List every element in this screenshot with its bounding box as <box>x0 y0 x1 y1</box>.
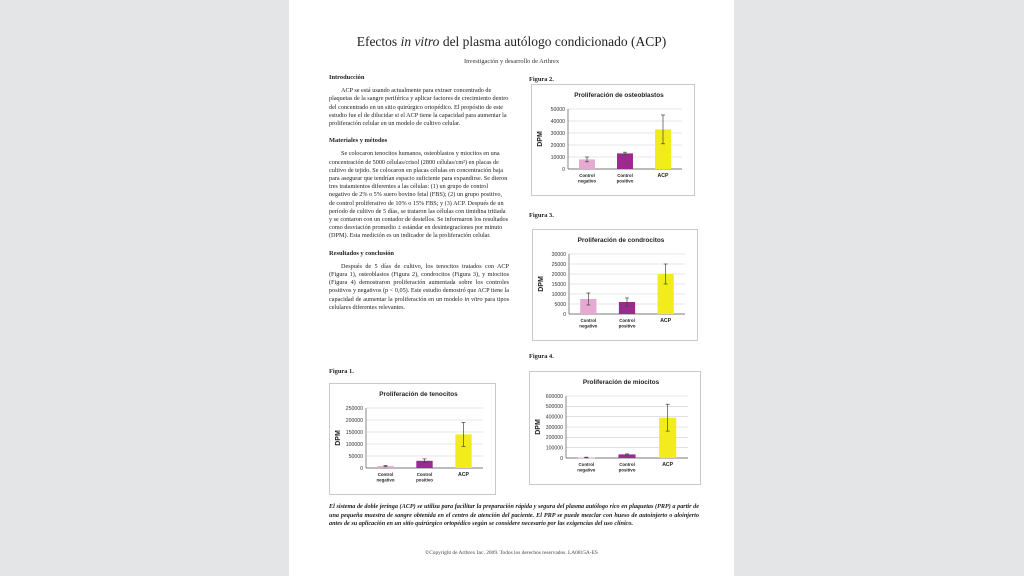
y-tick-label: 200000 <box>545 435 563 442</box>
x-tick-label: Control positivo <box>618 318 636 329</box>
x-tick-label: ACP <box>657 173 669 179</box>
y-tick-label: 200000 <box>345 417 363 424</box>
y-tick-label: 100000 <box>545 445 563 452</box>
copyright: ©Copyright de Arthrex Inc. 2009. Todos los derechos reservados. LA0815A-ES <box>425 550 598 556</box>
y-tick-label: 100000 <box>345 441 363 448</box>
x-tick-label: Control positivo <box>416 472 433 483</box>
results-paragraph: Después de 5 días de cultivo, los tenocitos tratados con ACP (Figura 1), osteoblastos (Figura 2), condrocitos (Figura 3), y miocitos (Figura 4) demostraron proliferación aumentada sobre los controles positivos y negativos (p < 0,05). Este estudio demostró que ACP tiene la capacidad de aumentar la proliferación en un modelo in vitro para tipos celulares diferentes relevantes. <box>329 262 509 311</box>
x-tick-label: Control negativo <box>579 318 598 329</box>
y-tick-label: 30000 <box>550 130 565 137</box>
chart-miocitos <box>529 371 701 485</box>
y-axis-label: DPM <box>537 131 544 147</box>
intro-heading: Introducción <box>329 74 365 81</box>
figure-4-label: Figura 4. <box>529 353 554 360</box>
y-tick-label: 0 <box>560 455 563 462</box>
y-tick-label: 0 <box>563 311 566 318</box>
y-tick-label: 20000 <box>551 271 566 278</box>
x-tick-label: Control positivo <box>618 462 636 473</box>
footer-note: El sistema de doble jeringa (ACP) se utiliza para facilitar la preparación rápida y segura del plasma autólogo rico en plaquetas (PRP) a partir de una pequeña muestra de sangre obtenida en el centro de atención del paciente. El PRP se puede mezclar con hueso de autoinjerto o aloinjerto antes de su aplicación en un sitio quirúrgico ortopédico según se considere necesario por las exigencias del uso clínico. <box>329 503 699 528</box>
chart-miocitos-svg <box>530 372 700 484</box>
y-tick-label: 10000 <box>550 154 565 161</box>
chart-condrocitos-svg <box>533 230 697 340</box>
y-tick-label: 10000 <box>551 291 566 298</box>
bar <box>617 153 633 169</box>
document-page <box>289 0 734 576</box>
figure-1-label: Figura 1. <box>329 368 354 375</box>
chart-tenocitos-svg <box>330 384 495 494</box>
x-tick-label: ACP <box>458 472 469 478</box>
chart-osteoblastos-svg <box>532 85 694 195</box>
chart-title: Proliferación de miocitos <box>582 379 660 386</box>
chart-title: Proliferación de osteoblastos <box>574 92 664 99</box>
x-tick-label: ACP <box>660 318 672 324</box>
x-tick-label: ACP <box>662 462 674 468</box>
y-tick-label: 0 <box>360 465 363 472</box>
chart-condrocitos <box>532 229 698 341</box>
y-tick-label: 30000 <box>551 251 566 258</box>
y-tick-label: 500000 <box>545 404 563 411</box>
y-tick-label: 50000 <box>550 106 565 113</box>
y-axis-label: DPM <box>538 276 545 292</box>
x-tick-label: Control negativo <box>577 173 597 184</box>
methods-heading: Materiales y métodos <box>329 137 388 145</box>
y-tick-label: 20000 <box>550 142 565 149</box>
results-heading: Resultados y conclusión <box>329 249 394 257</box>
x-tick-label: Control positivo <box>616 173 634 184</box>
y-tick-label: 50000 <box>348 453 363 460</box>
chart-title: Proliferación de condrocitos <box>577 237 665 244</box>
y-tick-label: 600000 <box>545 393 563 400</box>
y-tick-label: 15000 <box>551 281 566 288</box>
x-tick-label: Control negativo <box>577 462 596 473</box>
methods-paragraph: Se colocaron tenocitos humanos, osteoblastos y miocitos en una concentración de 5000 células/crisol (2800 células/cm²) en placas de cultivo de tejido. Se colocaron en placas células en concentración baja para asegurar que tendrían espacio suficiente para expandirse. Se dieron tres tratamientos diferentes a las células: (1) un grupo de control negativo de 2% o 5% suero bovino fetal (FBS); (2) un grupo positivo, de control proliferativo de 10% o 15% FBS; y (3) ACP. Después de un período de cultivo de 5 días, se trataron las células con timidina tritiada y se contaron con un contador de destellos. Se informaron los resultados como desviación promedio ± estándar en desintegraciones por minuto (DPM). Esta medición es un indicador de la proliferación celular. <box>329 150 509 240</box>
chart-title: Proliferación de tenocitos <box>379 391 458 398</box>
figure-2-label: Figura 2. <box>529 76 554 83</box>
chart-osteoblastos <box>531 84 695 196</box>
x-tick-label: Control negativo <box>376 472 395 483</box>
y-tick-label: 250000 <box>345 405 363 412</box>
chart-tenocitos <box>329 383 496 495</box>
y-tick-label: 40000 <box>550 118 565 125</box>
y-tick-label: 150000 <box>345 429 363 436</box>
y-tick-label: 400000 <box>545 414 563 421</box>
y-axis-label: DPM <box>535 419 542 435</box>
document-title: Efectos in vitro del plasma autólogo condicionado (ACP) <box>356 34 667 49</box>
document-subtitle: Investigación y desarrollo de Arthrex <box>463 58 560 65</box>
y-tick-label: 5000 <box>554 301 566 308</box>
y-tick-label: 25000 <box>551 261 566 268</box>
figure-3-label: Figura 3. <box>529 212 554 219</box>
y-tick-label: 300000 <box>545 424 563 431</box>
y-tick-label: 0 <box>562 166 565 173</box>
y-axis-label: DPM <box>335 430 342 446</box>
left-column <box>329 74 509 321</box>
intro-paragraph: ACP se está usando actualmente para extraer concentrado de plaquetas de la sangre periférica y aplicar factores de crecimiento dentro del concentrado en un sitio quirúrgico ortopédico. El propósito de este estudio fue el de dilucidar si el ACP tiene la capacidad para aumentar la proliferación celular en un modelo de cultivo celular. <box>329 87 509 128</box>
